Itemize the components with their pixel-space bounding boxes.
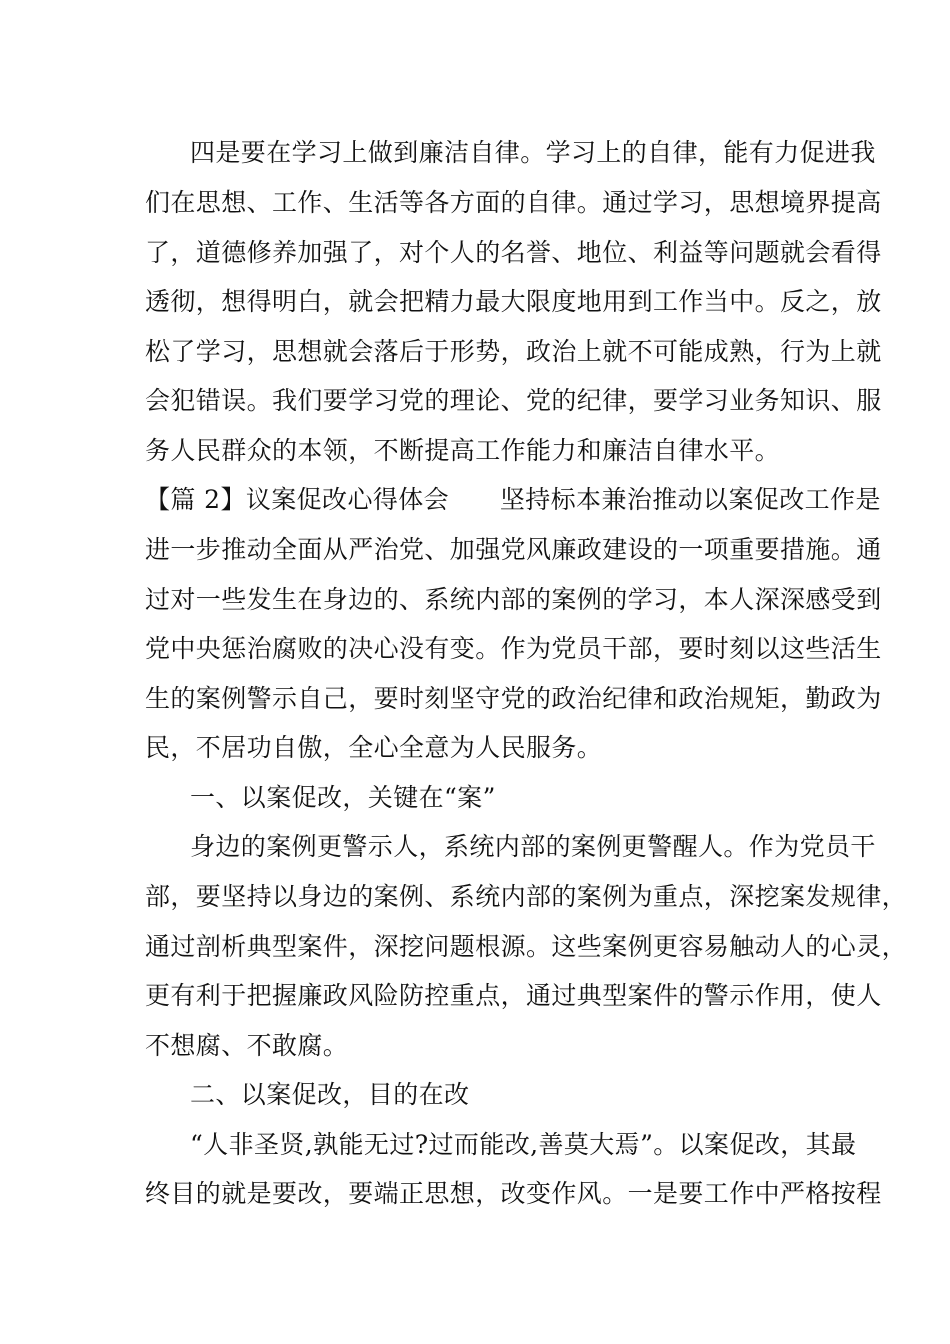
paragraph-line: “人非圣贤,孰能无过?过而能改,善莫大焉”。以案促改，其最 — [190, 1130, 857, 1159]
paragraph-line: 松了学习，思想就会落后于形势，政治上就不可能成熟，行为上就 — [145, 337, 882, 366]
subheading-line: 二、以案促改，目的在改 — [190, 1080, 470, 1109]
paragraph-line: 务人民群众的本领，不断提高工作能力和廉洁自律水平。 — [145, 436, 781, 465]
paragraph-line: 不想腐、不敢腐。 — [145, 1031, 349, 1060]
paragraph-line: 透彻，想得明白，就会把精力最大限度地用到工作当中。反之，放 — [145, 287, 882, 316]
paragraph-line: 终目的就是要改，要端正思想，改变作风。一是要工作中严格按程 — [145, 1179, 882, 1208]
paragraph-line: 身边的案例更警示人，系统内部的案例更警醒人。作为党员干 — [190, 832, 876, 861]
paragraph-line: 通过剖析典型案件，深挖问题根源。这些案例更容易触动人的心灵， — [145, 932, 908, 961]
paragraph-line: 们在思想、工作、生活等各方面的自律。通过学习，思想境界提高 — [145, 188, 882, 217]
paragraph-line: 部，要坚持以身边的案例、系统内部的案例为重点，深挖案发规律， — [145, 882, 908, 911]
subheading-line: 一、以案促改，关键在“案” — [190, 783, 496, 812]
paragraph-line: 四是要在学习上做到廉洁自律。学习上的自律，能有力促进我 — [190, 138, 876, 167]
paragraph-line: 民，不居功自傲，全心全意为人民服务。 — [145, 733, 603, 762]
paragraph-line: 过对一些发生在身边的、系统内部的案例的学习，本人深深感受到 — [145, 585, 882, 614]
paragraph-line: 党中央惩治腐败的决心没有变。作为党员干部，要时刻以这些活生 — [145, 634, 882, 663]
paragraph-line: 会犯错误。我们要学习党的理论、党的纪律，要学习业务知识、服 — [145, 386, 882, 415]
paragraph-line: 了，道德修养加强了，对个人的名誉、地位、利益等问题就会看得 — [145, 238, 882, 267]
paragraph-line: 更有利于把握廉政风险防控重点，通过典型案件的警示作用，使人 — [145, 981, 882, 1010]
paragraph-line: 进一步推动全面从严治党、加强党风廉政建设的一项重要措施。通 — [145, 535, 882, 564]
section-heading-line: 【篇 2】议案促改心得体会 坚持标本兼治推动以案促改工作是 — [145, 485, 881, 514]
paragraph-line: 生的案例警示自己，要时刻坚守党的政治纪律和政治规矩，勤政为 — [145, 684, 882, 713]
